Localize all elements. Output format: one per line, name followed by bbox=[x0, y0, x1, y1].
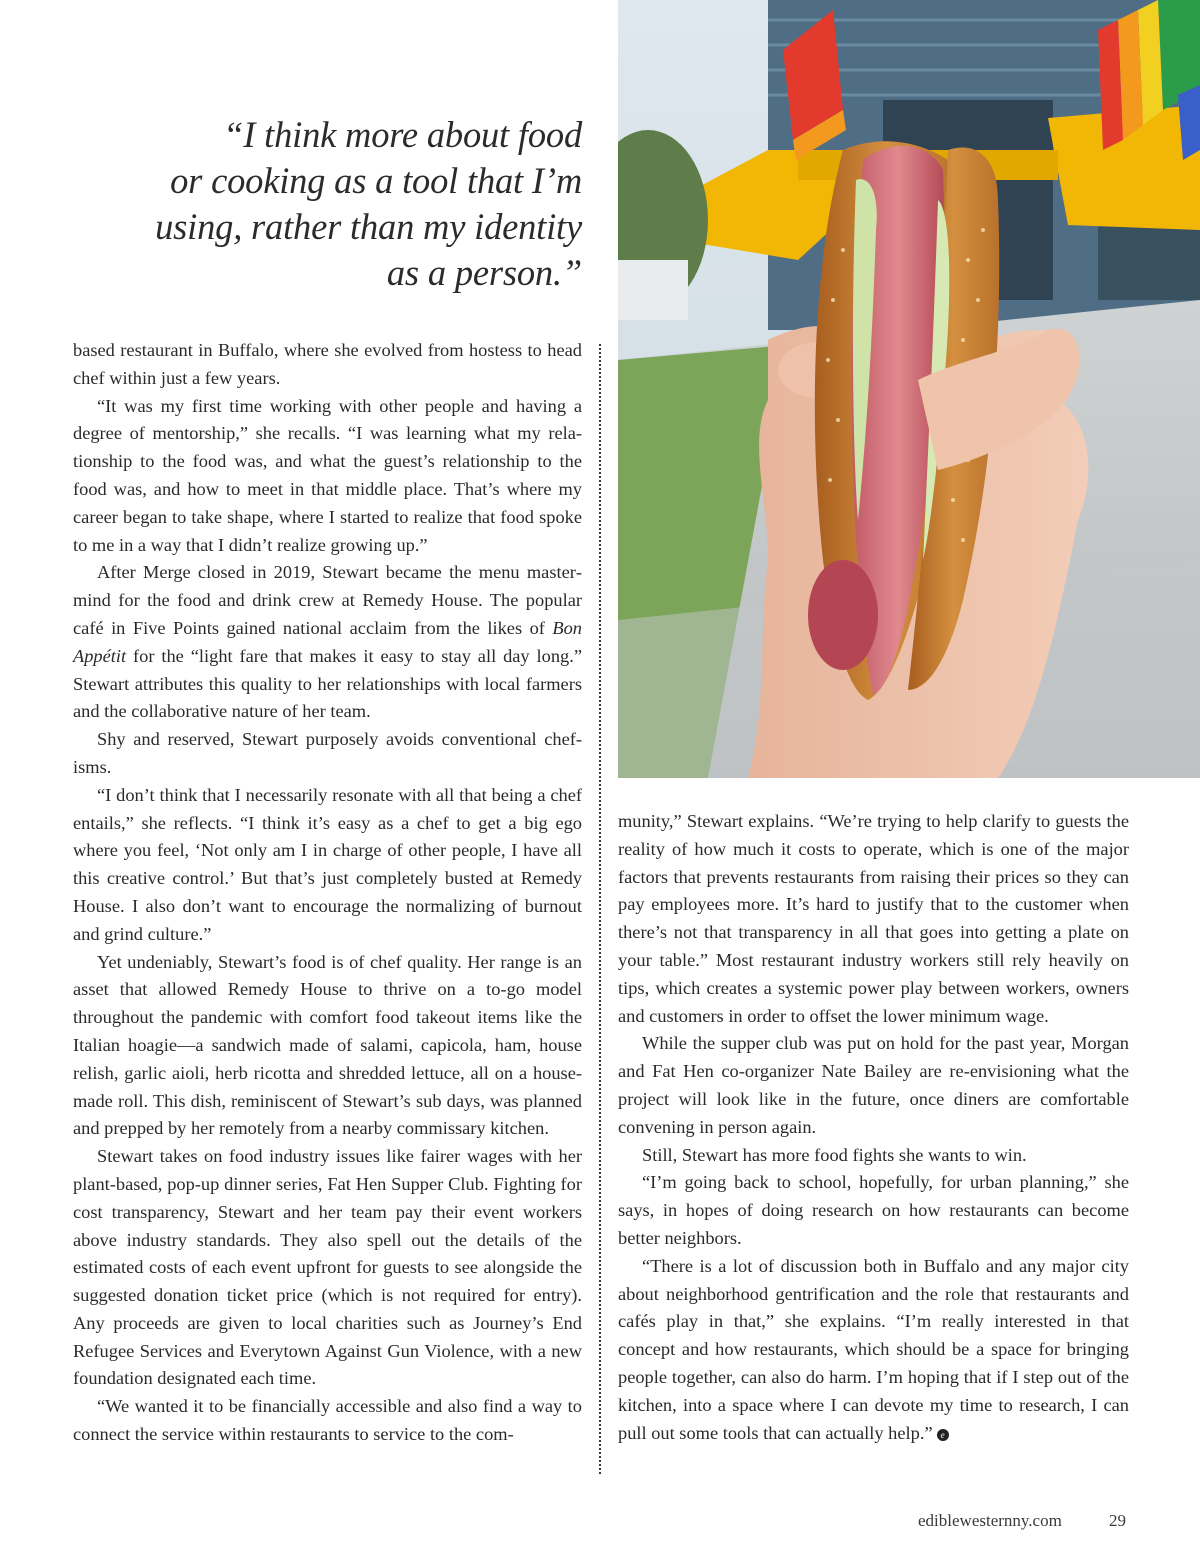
paragraph: Stewart takes on food industry issues like fairer wages with her plant-based, pop-up dinner series, Fat Hen Supper Club. Fighting for cost transparency, Stewart and her team pay their event workers above industry standards. They also spell out the details of the estimated costs of each event upfront for guests to see alongside the suggested donation ticket price (which is not required for entry). Any proceeds are given to local charities such as Journey’s End Refugee Services and Everytown Against Gun Violence, with a new foundation designated each time. bbox=[73, 1146, 582, 1389]
publication-title: Bon Appétit bbox=[73, 617, 582, 666]
footer-website: ediblewesternny.com bbox=[918, 1511, 1062, 1530]
page-number: 29 bbox=[1109, 1511, 1126, 1530]
paragraph bbox=[73, 559, 582, 726]
pull-quote: “I think more about food or cooking as a tool that I’m using, rather than my identity as a person.” bbox=[155, 114, 582, 293]
paragraph: “I don’t think that I necessarily resonate with all that being a chef entails,” she reflects. “I think it’s easy as a chef to get a big ego where you feel, ‘Not only am I in charge of other people, I have all this creative control.’ But that’s just completely busted at Remedy House. I also don’t want to encourage the normalizing of burnout and grind culture.” bbox=[73, 784, 582, 944]
text-run: “There is a lot of discussion both in Buffalo and any major city about neighborhood gentrification and the role that restaurants and cafés play in that,” she explains. “I’m really interested in that concept and how restaurants, which should be a space for bringing people together, can also do harm. I’m hoping that if I step out of the kitchen, into a space where I can devote my time to research, I can pull out some tools that can actually help.” bbox=[618, 1255, 1129, 1443]
column-divider bbox=[599, 344, 601, 1474]
paragraph: “We wanted it to be financially accessible and also find a way to connect the service within restaurants to service to the com- bbox=[73, 1396, 582, 1445]
paragraph: Shy and reserved, Stewart purposely avoids conventional chef-isms. bbox=[73, 729, 582, 777]
paragraph: “It was my first time working with other people and having a degree of mentorship,” she recalls. “I was learning what my relationship to the food was, and what the guest’s relationship to the food was, and how to meet in that middle place. That’s where my career began to take shape, where I started to realize that food spoke to me in a way that I didn’t realize growing up.” bbox=[73, 395, 582, 555]
text-run: for the “light fare that makes it easy to stay all day long.” Stewart attributes this quality to her relationships with local farmers and the collaborative nature of her team. bbox=[73, 645, 582, 722]
text-run: After Merge closed in 2019, Stewart became the menu mastermind for the food and drink crew at Remedy House. The popular café in Five Points gained national acclaim from the likes of bbox=[73, 562, 582, 638]
article-column-right bbox=[618, 808, 1129, 1447]
article-column-left bbox=[73, 337, 582, 1449]
paragraph bbox=[618, 1253, 1129, 1448]
paragraph: based restaurant in Buffalo, where she evolved from hostess to head chef within just a few years. bbox=[73, 340, 582, 388]
paragraph: Yet undeniably, Stewart’s food is of chef quality. Her range is an asset that allowed Remedy House to thrive on a to-go model throughout the pandemic with comfort food takeout items like the Italian hoagie—a sandwich made of salami, capicola, ham, house relish, garlic aioli, herb ricotta and shredded lettuce, all on a house-made roll. This dish, reminiscent of Stewart’s sub days, was planned and prepped by her remotely from a nearby commissary kitchen. bbox=[73, 951, 582, 1139]
paragraph: “I’m going back to school, hopefully, for urban planning,” she says, in hopes of doing research on how restaurants can become better neighbors. bbox=[618, 1172, 1129, 1248]
end-mark-icon: e bbox=[937, 1429, 949, 1441]
paragraph: While the supper club was put on hold for the past year, Morgan and Fat Hen co-organizer Nate Bailey are re-envisioning what the project will look like in the future, once diners are comfortable convening in person again. bbox=[618, 1033, 1129, 1137]
sandwich-photo bbox=[618, 0, 1200, 778]
paragraph: Still, Stewart has more food fights she wants to win. bbox=[642, 1144, 1027, 1165]
paragraph: munity,” Stewart explains. “We’re trying to help clarify to guests the reality of how much it costs to operate, which is one of the major factors that prevents restaurants from raising their prices so they can pay employees more. It’s hard to justify that to the customer when there’s not that transparency in all that goes into getting a plate on your table.” Most restaurant industry workers still rely heavily on tips, which creates a systemic power play between workers, owners and customers in order to offset the lower minimum wage. bbox=[618, 811, 1129, 1026]
